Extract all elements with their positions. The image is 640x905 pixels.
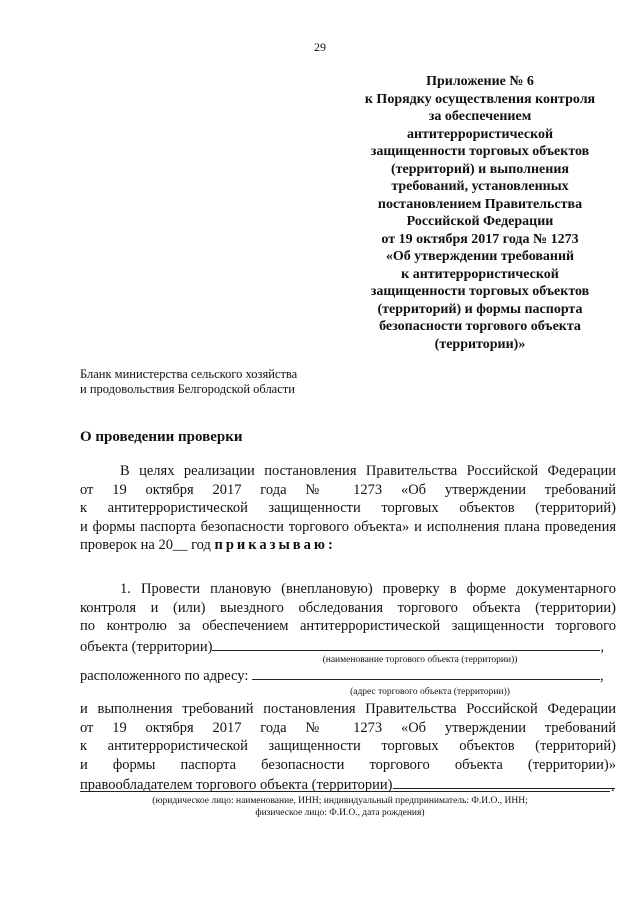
object-name-caption: (наименование торгового объекта (территории)) <box>322 655 518 665</box>
item-line: и выполнения требований постановления Правительства Российской Федерации <box>80 701 616 717</box>
order-paragraph <box>80 462 616 555</box>
paragraph-line: к антитеррористической защищенности торговых объектов (территорий) <box>80 500 616 516</box>
paragraph-line: от 19 октября 2017 года № 1273 «Об утверждении требований <box>80 481 616 498</box>
address-caption: (адрес торгового объекта (территории)) <box>350 687 510 697</box>
appendix-line: требований, установленных <box>391 179 569 194</box>
holder-field-continuation[interactable] <box>80 791 610 792</box>
letterhead-note <box>80 367 380 397</box>
page-number: 29 <box>314 40 326 54</box>
item-line <box>80 774 616 793</box>
appendix-line: «Об утверждении требований <box>385 249 575 264</box>
item-line <box>80 665 616 684</box>
item-line: 1. Провести плановую (внеплановую) проверку в форме документарного <box>120 581 616 597</box>
item-1 <box>80 580 616 654</box>
appendix-line: за обеспечением <box>428 109 532 124</box>
item-line: и формы паспорта безопасности торгового объекта (территории)» <box>80 756 616 773</box>
appendix-line: (территорий) и выполнения <box>391 161 569 177</box>
item-text: правообладателем торгового объекта (территории) <box>80 777 393 793</box>
document-title: О проведении проверки <box>80 429 243 445</box>
item-punct: , <box>600 668 604 684</box>
appendix-line: защищенности торговых объектов <box>370 284 590 299</box>
letterhead-line: и продовольствия Белгородской области <box>80 382 295 396</box>
holder-field[interactable] <box>393 774 615 789</box>
item-line <box>80 636 616 655</box>
appendix-line: постановлением Правительства <box>377 196 583 212</box>
appendix-line: к антитеррористической <box>401 266 559 282</box>
appendix-line: от 19 октября 2017 года № 1273 <box>381 231 579 247</box>
address-field[interactable] <box>252 665 600 680</box>
item-line: по контролю за обеспечением антитеррористической защищенности торгового <box>80 618 616 634</box>
item-1-continued <box>80 700 616 793</box>
appendix-line: Российской Федерации <box>406 214 554 229</box>
appendix-line: к Порядку осуществления контроля <box>364 91 596 107</box>
address-line <box>80 665 616 684</box>
paragraph-text: проверок на 20__ год <box>80 537 211 553</box>
item-text: объекта (территории) <box>80 638 213 655</box>
item-punct: , <box>600 638 605 655</box>
order-word: приказываю: <box>214 537 336 553</box>
appendix-line: антитеррористической <box>406 126 554 142</box>
item-line: к антитеррористической защищенности торговых объектов (территорий) <box>80 738 616 754</box>
appendix-line: (территорий) и формы паспорта <box>377 301 583 317</box>
appendix-line: безопасности торгового объекта <box>379 319 581 334</box>
item-line: от 19 октября 2017 года № 1273 «Об утверждении требований <box>80 719 616 736</box>
appendix-line: Приложение № 6 <box>426 74 534 89</box>
appendix-line: (территории)» <box>434 336 526 352</box>
paragraph-line: и формы паспорта безопасности торгового объекта» и исполнения плана проведения <box>80 518 616 535</box>
item-text: расположенного по адресу: <box>80 668 249 684</box>
item-line: контроля и (или) выездного обследования торгового объекта (территории) <box>80 599 616 616</box>
letterhead-line: Бланк министерства сельского хозяйства <box>80 367 298 381</box>
appendix-header <box>345 73 615 353</box>
object-name-field[interactable] <box>212 636 600 651</box>
paragraph-line: В целях реализации постановления Правительства Российской Федерации <box>120 463 616 479</box>
appendix-line: защищенности торговых объектов <box>370 144 590 159</box>
holder-caption: физическое лицо: Ф.И.О., дата рождения) <box>255 808 425 818</box>
holder-caption: (юридическое лицо: наименование, ИНН; индивидуальный предприниматель: Ф.И.О., ИНН; <box>152 796 528 806</box>
item-punct: . <box>611 779 615 795</box>
paragraph-line <box>80 536 616 555</box>
